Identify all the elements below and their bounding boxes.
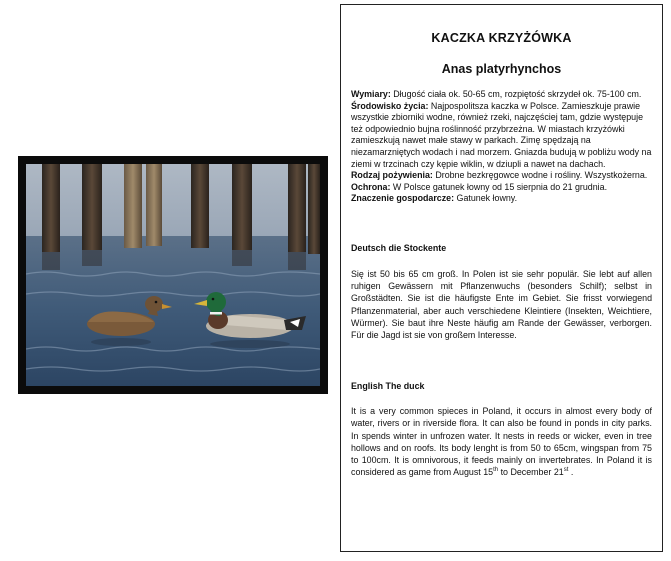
food-text: Drobne bezkręgowce wodne i rośliny. Wszystkożerna.: [432, 170, 648, 181]
german-text: Się ist 50 bis 65 cm groß. In Polen ist sie sehr populär. Sie lebt auf allen ruhigen Gewässern mit Pflanzenwuchs (besonders Schilf); selbst in Großstädten. Sie ist die häufigste Ente im Gebiet. Sie frisst vorwiegend Pflanzenmaterial, aber auch verschiedene Kleintiere (Insekten, Weichtiere, Würmer). Sie baut ihre Neste häufig am Rande der Gewässer, verborgen. Für die Jagd ist sie von großem Interesse.: [351, 268, 652, 340]
food-line: [351, 170, 652, 182]
duck-photo: [18, 156, 328, 394]
latin-name: Anas platyrhynchos: [441, 62, 562, 76]
habitat-text: Najpospolitsza kaczka w Polsce. Zamieszkuje prawie wszystkie zbiorniki wodne, również rzeki, najczęściej tam, gdzie występuje też odpowiednio bujna roślinność przybrzeżna. W miastach krzyżówki zamieszkują nawet małe stawy w parkach. Zimę spędzają na niezamarzniętych wodach i nad morzem. Gniazda budują w pobliżu wody na ziemi w trzcinach czy kępie wiklin, w dziupli a nawet na dachach.: [351, 100, 652, 169]
economic-line: [351, 193, 652, 205]
food-label: Rodzaj pożywienia:: [351, 170, 433, 181]
protection-label: Ochrona:: [351, 181, 391, 192]
economic-text: Gatunek łowny.: [454, 193, 518, 204]
english-heading: English The duck: [351, 381, 425, 392]
protection-text: W Polsce gatunek łowny od 15 sierpnia do 21 grudnia.: [390, 181, 608, 192]
english-text-main: It is a very common spieces in Poland, it occurs in almost every body of water, rivers or in riverside flora. It can also be found in ponds in city parks. In spends winter in unfrozen water. It nests in reeds or wicker, even in tree hollows and on roofs. Its body lenght is from 50 to 65cm, wingspan from 75 to 100cm. It is omnivorous, it feeds mainly on invertebrates. In Poland it is considered as game from August 15: [351, 406, 652, 478]
card-title: KACZKA KRZYŻÓWKA: [431, 31, 572, 45]
dimensions-label: Wymiary:: [351, 89, 391, 99]
english-text-end: .: [568, 467, 574, 478]
habitat-label: Środowisko życia:: [351, 100, 429, 111]
english-text-mid: to December 21: [498, 467, 564, 478]
economic-label: Znaczenie gospodarcze:: [351, 193, 455, 204]
german-heading: Deutsch die Stockente: [351, 242, 447, 253]
species-info-card: [340, 4, 663, 552]
superscript-st: st: [563, 467, 569, 474]
dimensions-line: [351, 89, 652, 101]
english-text: [351, 405, 652, 478]
dimensions-text: Długość ciała ok. 50-65 cm, rozpiętość skrzydeł ok. 75-100 cm.: [390, 89, 642, 99]
mallard-ducks-on-water-photo: [26, 164, 320, 386]
protection-line: [351, 182, 652, 194]
polish-description: [351, 89, 652, 205]
superscript-th: th: [493, 467, 499, 474]
habitat-line: [351, 101, 652, 171]
